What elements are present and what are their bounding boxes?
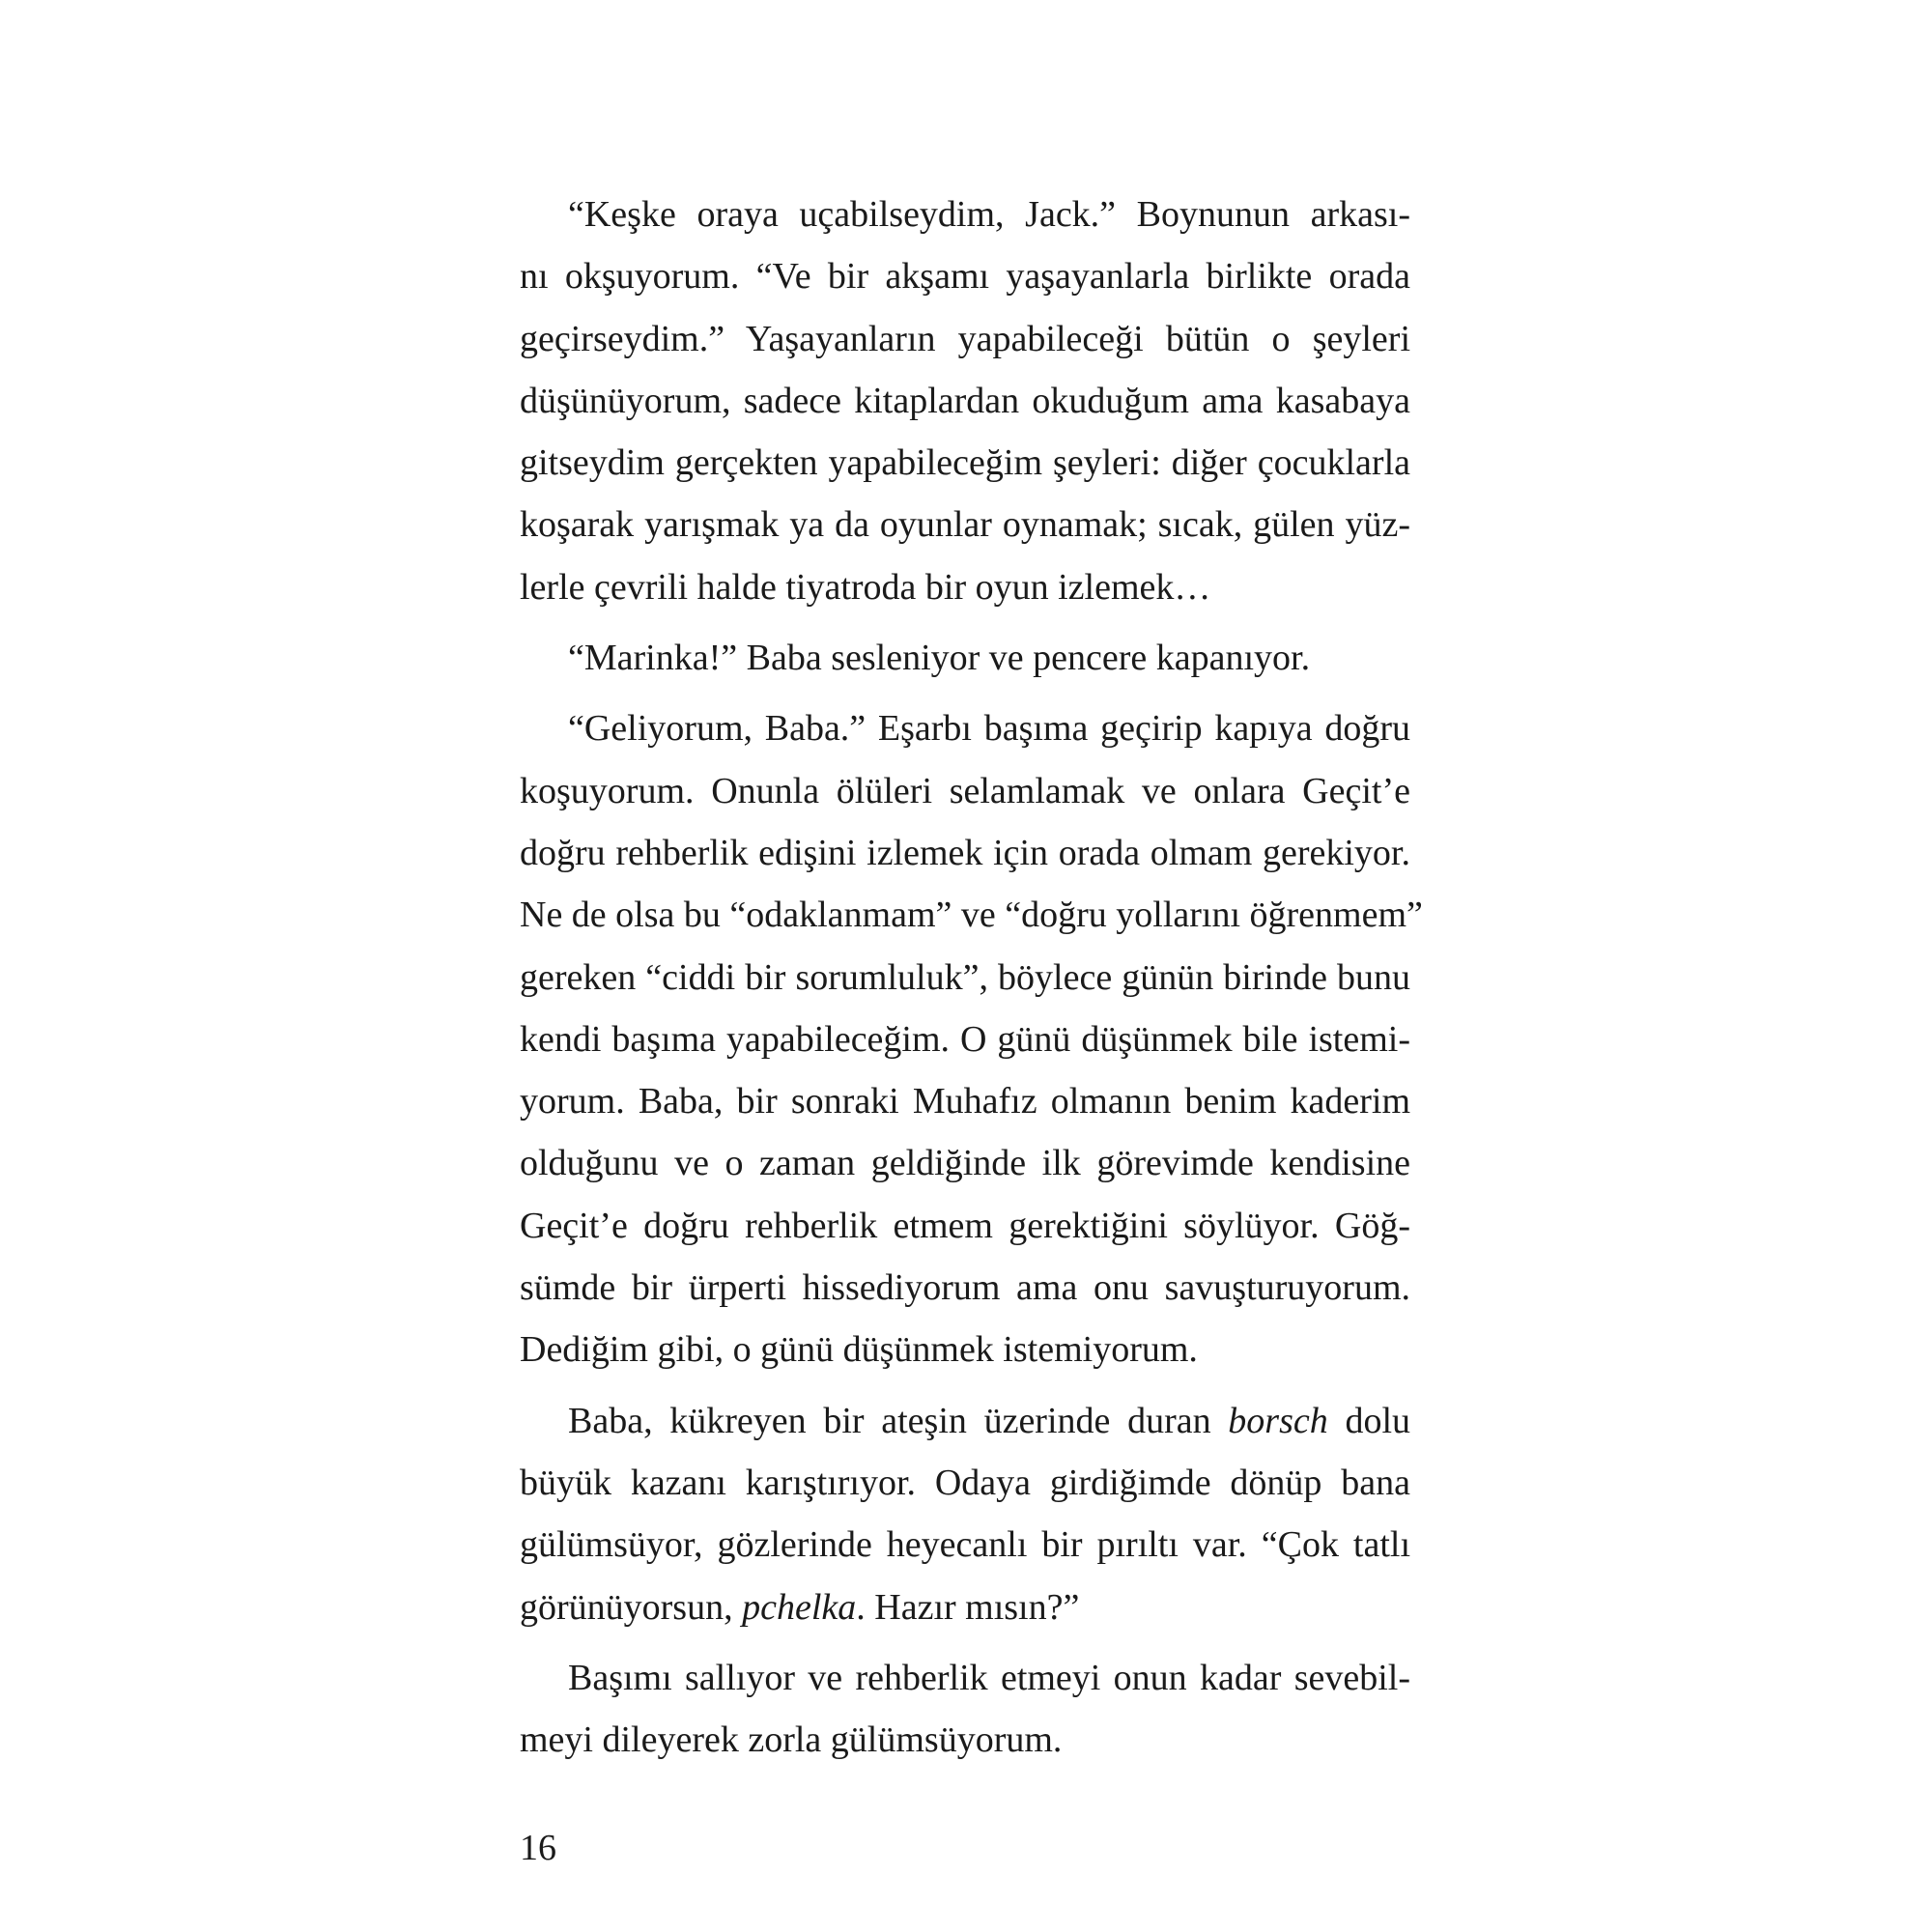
text-line: lerle çevrili halde tiyatroda bir oyun izlemek…: [520, 566, 1211, 608]
text-run: . Hazır mısın?”: [856, 1586, 1080, 1628]
text-line: sümde bir ürperti hissediyorum ama onu savuşturuyorum.: [520, 1267, 1410, 1309]
text-line: “Keşke oraya uçabilseydim, Jack.” Boynunun arkası-: [568, 194, 1410, 235]
italic-word: borsch: [1228, 1400, 1328, 1441]
text-line: Ne de olsa bu “odaklanmam” ve “doğru yollarını öğrenmem”: [520, 895, 1423, 936]
text-line: [520, 1577, 1410, 1638]
text-line: büyük kazanı karıştırıyor. Odaya girdiğimde dönüp bana: [520, 1462, 1410, 1503]
page-number: 16: [520, 1828, 556, 1868]
text-line: gitseydim gerçekten yapabileceğim şeyleri: diğer çocuklarla: [520, 442, 1410, 484]
text-line: Dediğim gibi, o günü düşünmek istemiyorum.: [520, 1329, 1198, 1371]
text-line: meyi dileyerek zorla gülümsüyorum.: [520, 1719, 1063, 1761]
text-line: doğru rehberlik edişini izlemek için orada olmam gerekiyor.: [520, 832, 1410, 873]
paragraph-1: [520, 184, 1410, 618]
text-line: geçirseydim.” Yaşayanların yapabileceği bütün o şeyleri: [520, 318, 1410, 359]
text-line: kendi başıma yapabileceğim. O günü düşünmek bile istemi-: [520, 1018, 1410, 1060]
text-run: görünüyorsun,: [520, 1586, 743, 1628]
text-line: gereken “ciddi bir sorumluluk”, böylece günün birinde bunu: [520, 956, 1410, 998]
text-run: Baba, kükreyen bir ateşin üzerinde duran: [568, 1400, 1229, 1441]
text-line: nı okşuyorum. “Ve bir akşamı yaşayanlarla birlikte orada: [520, 256, 1410, 298]
text-line: [520, 1390, 1410, 1452]
italic-word: pchelka: [742, 1586, 857, 1628]
text-line: olduğunu ve o zaman geldiğinde ilk görevimde kendisine: [520, 1143, 1410, 1184]
text-line: “Marinka!” Baba sesleniyor ve pencere kapanıyor.: [568, 638, 1311, 679]
text-line: Başımı sallıyor ve rehberlik etmeyi onun kadar sevebil-: [568, 1657, 1410, 1698]
paragraph-5: [520, 1647, 1410, 1772]
body-text: [520, 184, 1423, 1779]
text-line: koşuyorum. Onunla ölüleri selamlamak ve onlara Geçit’e: [520, 770, 1410, 811]
text-line: Geçit’e doğru rehberlik etmem gerektiğini söylüyor. Göğ-: [520, 1205, 1410, 1246]
paragraph-2: [520, 627, 1410, 689]
text-line: düşünüyorum, sadece kitaplardan okuduğum ama kasabaya: [520, 380, 1410, 421]
text-line: koşarak yarışmak ya da oyunlar oynamak; sıcak, gülen yüz-: [520, 504, 1410, 546]
paragraph-4: [520, 1390, 1410, 1638]
text-line: yorum. Baba, bir sonraki Muhafız olmanın benim kaderim: [520, 1081, 1410, 1122]
text-run: dolu: [1327, 1400, 1410, 1441]
text-line: gülümsüyor, gözlerinde heyecanlı bir pırıltı var. “Çok tatlı: [520, 1524, 1410, 1566]
paragraph-3: [520, 697, 1423, 1380]
text-line: “Geliyorum, Baba.” Eşarbı başıma geçirip kapıya doğru: [568, 708, 1410, 750]
